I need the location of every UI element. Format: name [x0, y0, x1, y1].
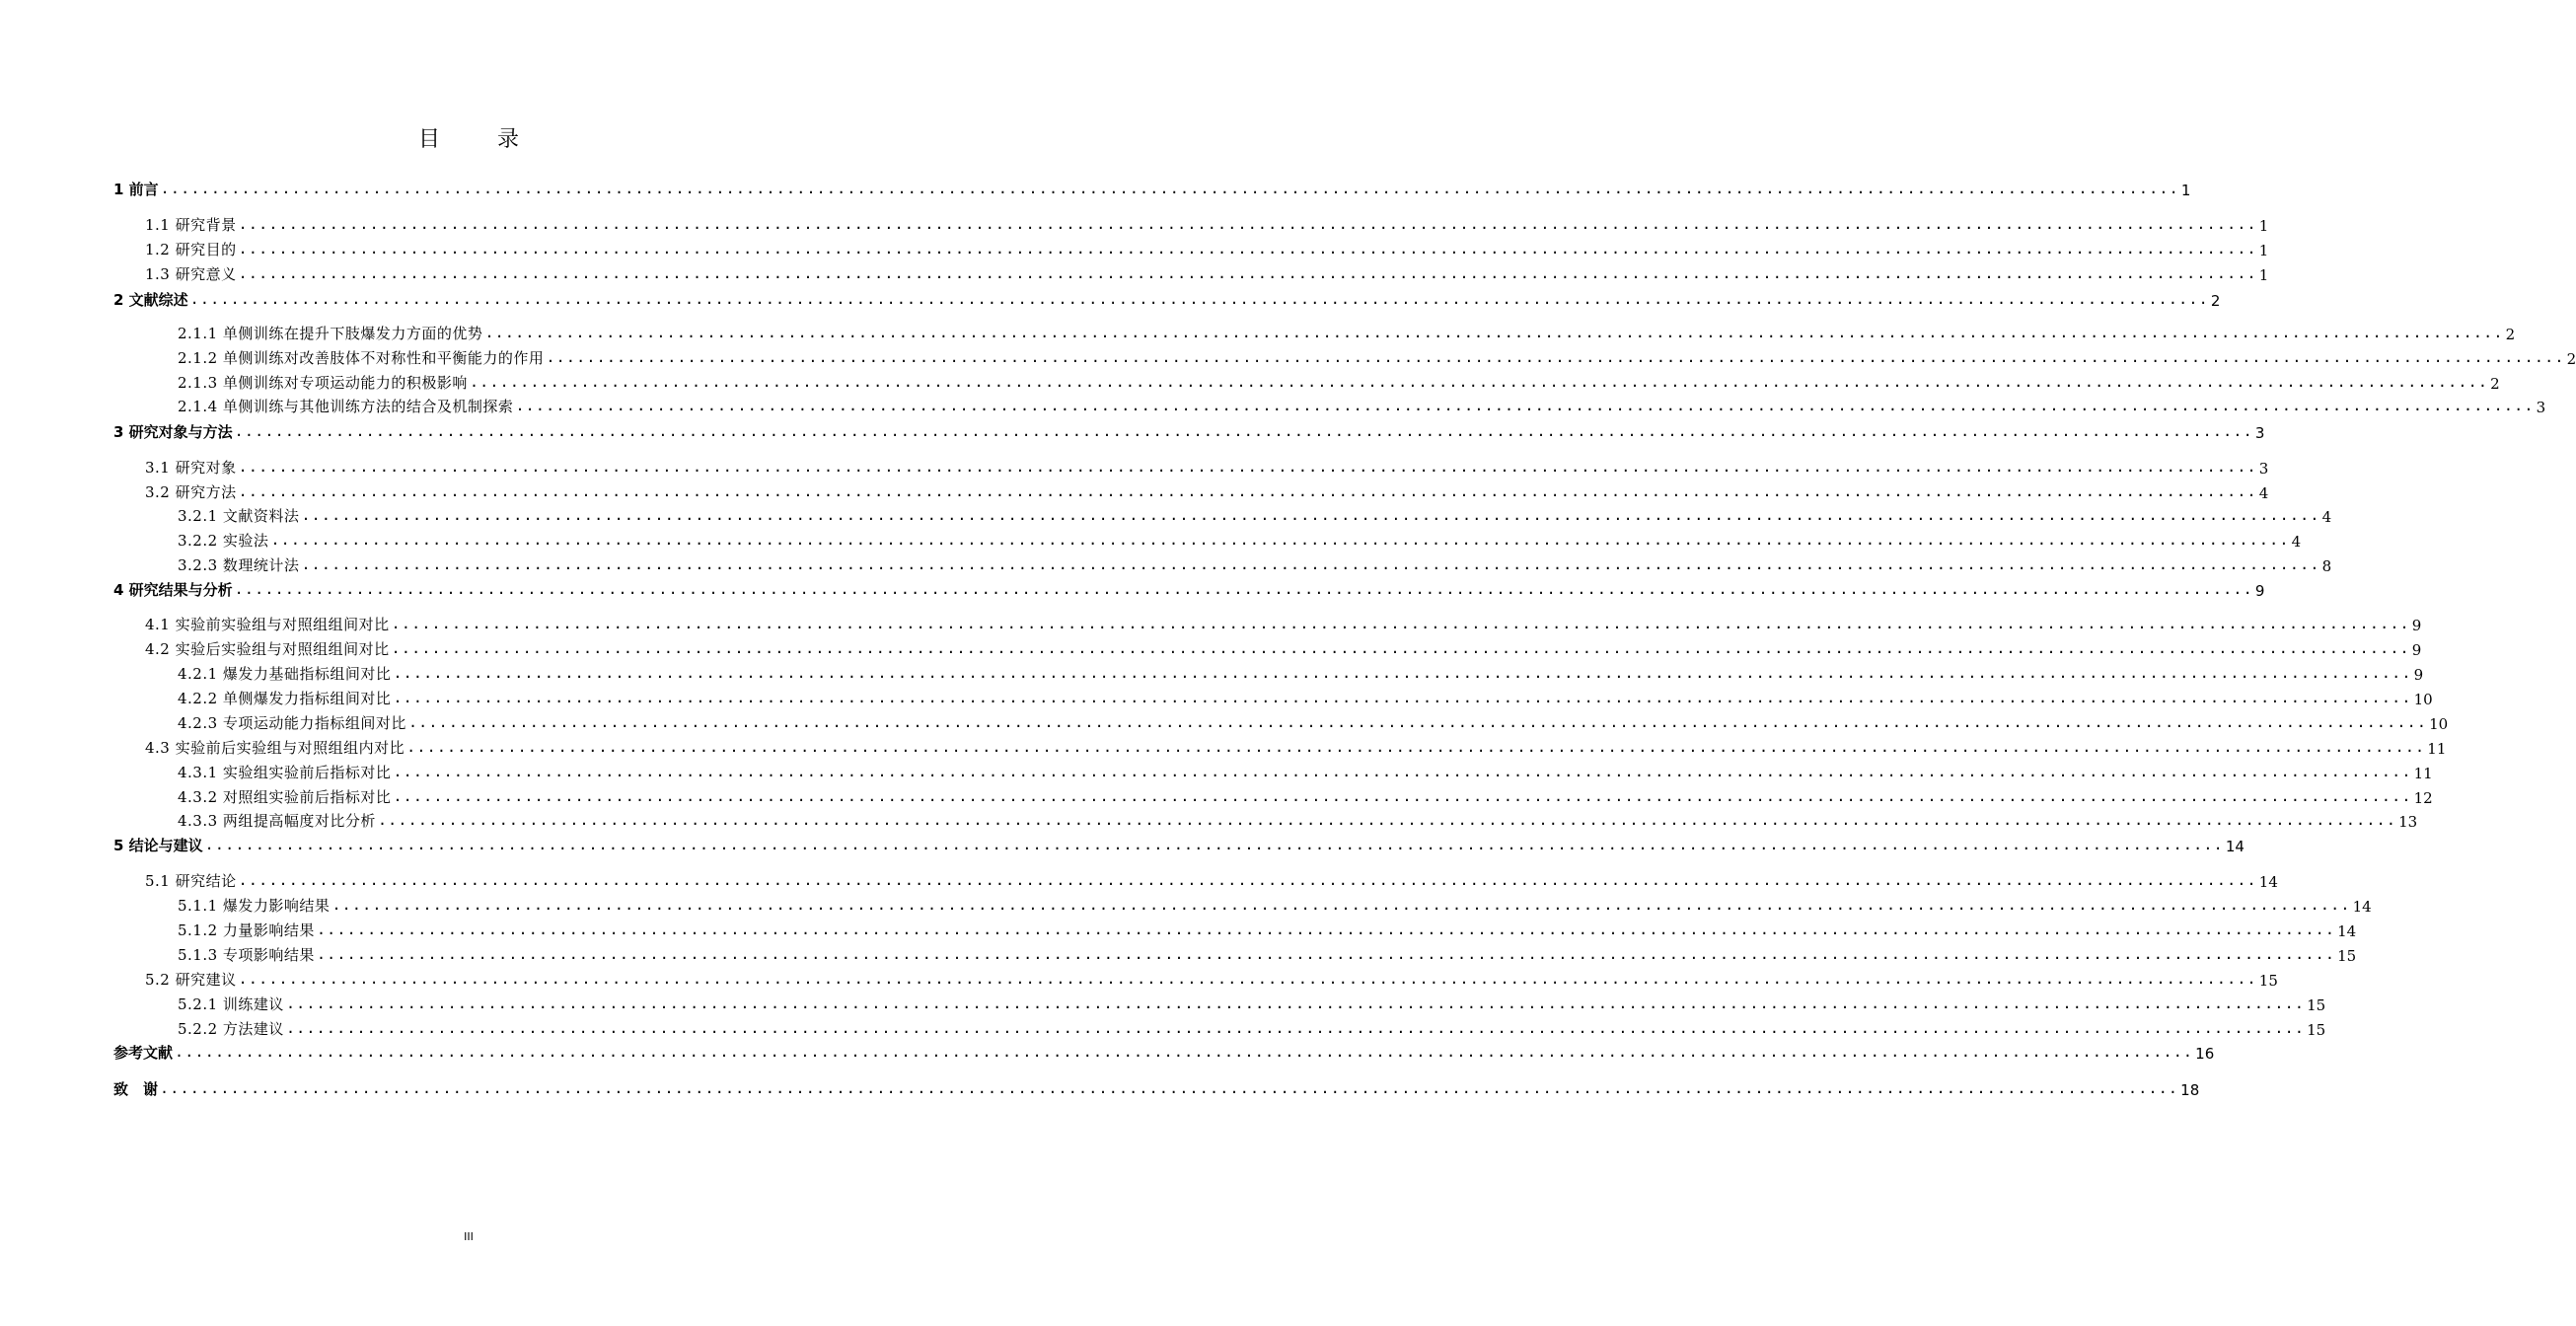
dot-leader: ........................................................................................................................................................................................................ [484, 324, 2504, 341]
dot-leader: ........................................................................................................................................................................................................ [285, 994, 2306, 1012]
toc-label: 5.1.1 爆发力影响结果 [178, 897, 331, 915]
dot-leader: ........................................................................................................................................................................................................ [175, 1043, 2194, 1061]
dot-leader: ........................................................................................................................................................................................................ [189, 290, 2209, 308]
toc-entry[interactable] [178, 687, 2433, 708]
toc-label: 3 研究对象与方法 [113, 423, 233, 441]
toc-label: 4 研究结果与分析 [113, 581, 233, 599]
dot-leader: ........................................................................................................................................................................................................ [393, 787, 2412, 805]
toc-page-number: 9 [2413, 666, 2424, 684]
toc-page-number: 9 [2254, 582, 2265, 600]
toc-page-number: 14 [2337, 922, 2357, 940]
dot-leader: ........................................................................................................................................................................................................ [238, 482, 2257, 500]
dot-leader: ........................................................................................................................................................................................................ [285, 1019, 2306, 1037]
toc-entry[interactable] [145, 213, 2269, 235]
toc-label: 4.2 实验后实验组与对照组组间对比 [145, 640, 390, 658]
toc-entry[interactable] [145, 869, 2278, 891]
toc-page-number: 1 [2258, 242, 2269, 259]
toc-label: 3.2 研究方法 [145, 483, 237, 501]
toc-label: 4.3 实验前后实验组与对照组组内对比 [145, 739, 405, 757]
toc-entry[interactable] [178, 346, 2576, 368]
toc-label: 1.3 研究意义 [145, 265, 237, 283]
toc-page-number: 3 [2254, 424, 2265, 442]
toc-page-number: 3 [2536, 399, 2546, 416]
toc-label: 4.3.3 两组提高幅度对比分析 [178, 812, 376, 830]
dot-leader: ........................................................................................................................................................................................................ [515, 397, 2535, 414]
toc-page-number: 2 [2505, 326, 2516, 343]
toc-label: 5.2.1 训练建议 [178, 995, 284, 1013]
toc-page-number: 13 [2398, 813, 2418, 831]
toc-label: 5.2 研究建议 [145, 971, 237, 989]
toc-entry[interactable] [178, 553, 2332, 575]
toc-page-number: 15 [2258, 972, 2278, 990]
dot-leader: ........................................................................................................................................................................................................ [238, 871, 2257, 889]
toc-entry[interactable] [178, 809, 2418, 831]
toc-page-number: 11 [2427, 740, 2447, 758]
toc-label: 4.2.1 爆发力基础指标组间对比 [178, 665, 392, 683]
toc-page-number: 9 [2411, 617, 2422, 634]
toc-page-number: 10 [2429, 715, 2449, 733]
toc-entry[interactable] [178, 1017, 2326, 1039]
toc-entry[interactable] [113, 1077, 2200, 1099]
toc-label: 5.1 研究结论 [145, 872, 237, 890]
toc-label: 1.2 研究目的 [145, 241, 237, 258]
toc-entry[interactable] [178, 662, 2424, 684]
toc-label: 参考文献 [113, 1044, 174, 1062]
dot-leader: ........................................................................................................................................................................................................ [393, 689, 2412, 706]
dot-leader: ........................................................................................................................................................................................................ [469, 373, 2489, 391]
toc-page-number: 15 [2307, 996, 2326, 1014]
toc-page-number: 14 [2225, 838, 2245, 855]
toc-label: 5.1.3 专项影响结果 [178, 946, 315, 964]
page-number-footer: III [464, 1230, 474, 1243]
toc-label: 4.3.1 实验组实验前后指标对比 [178, 764, 392, 781]
toc-page-number: 18 [2180, 1081, 2200, 1099]
toc-label: 3.2.1 文献资料法 [178, 507, 300, 525]
toc-page-number: 15 [2307, 1021, 2326, 1039]
toc-label: 4.3.2 对照组实验前后指标对比 [178, 788, 392, 806]
toc-page-number: 3 [2258, 460, 2269, 478]
dot-leader: ........................................................................................................................................................................................................ [160, 1079, 2179, 1097]
toc-label: 2.1.1 单侧训练在提升下肢爆发力方面的优势 [178, 325, 483, 342]
toc-page-number: 4 [2321, 508, 2332, 526]
page-title: 目 录 [417, 127, 537, 152]
toc-page-number: 16 [2195, 1045, 2215, 1063]
toc-entry[interactable] [178, 761, 2433, 782]
dot-leader: ........................................................................................................................................................................................................ [391, 615, 2410, 632]
toc-page-number: 2 [2566, 350, 2576, 368]
dot-leader: ........................................................................................................................................................................................................ [301, 506, 2320, 524]
dot-leader: ........................................................................................................................................................................................................ [331, 896, 2351, 914]
toc-page-number: 4 [2291, 533, 2302, 551]
dot-leader: ........................................................................................................................................................................................................ [238, 215, 2257, 233]
toc-entry[interactable] [145, 736, 2447, 758]
dot-leader: ........................................................................................................................................................................................................ [238, 458, 2257, 476]
toc-page-number: 8 [2321, 557, 2332, 575]
toc-page-number: 1 [2258, 266, 2269, 284]
toc-entry[interactable] [145, 238, 2269, 259]
toc-label: 5.1.2 力量影响结果 [178, 921, 315, 939]
toc-entry[interactable] [178, 894, 2372, 916]
toc-page-number: 2 [2210, 292, 2221, 310]
toc-page-number: 1 [2180, 182, 2191, 199]
toc-entry[interactable] [145, 968, 2278, 990]
dot-leader: ........................................................................................................................................................................................................ [238, 240, 2257, 258]
toc-label: 3.2.2 实验法 [178, 532, 269, 550]
toc-label: 1 前言 [113, 181, 159, 198]
toc-label: 2.1.4 单侧训练与其他训练方法的结合及机制探索 [178, 398, 514, 415]
dot-leader: ........................................................................................................................................................................................................ [160, 180, 2179, 197]
dot-leader: ........................................................................................................................................................................................................ [204, 836, 2224, 853]
toc-entry[interactable] [145, 613, 2422, 634]
toc-entry[interactable] [178, 529, 2302, 551]
toc-page-number: 12 [2413, 789, 2433, 807]
dot-leader: ........................................................................................................................................................................................................ [234, 422, 2253, 440]
toc-label: 2.1.3 单侧训练对专项运动能力的积极影响 [178, 374, 468, 392]
toc-entry[interactable] [113, 178, 2191, 199]
toc-entry[interactable] [178, 993, 2326, 1014]
dot-leader: ........................................................................................................................................................................................................ [301, 555, 2320, 573]
dot-leader: ........................................................................................................................................................................................................ [406, 738, 2426, 756]
toc-entry[interactable] [113, 578, 2265, 600]
toc-page-number: 11 [2413, 765, 2433, 782]
toc-label: 1.1 研究背景 [145, 216, 237, 234]
toc-entry[interactable] [178, 322, 2516, 343]
toc-entry[interactable] [145, 456, 2269, 478]
toc-page-number: 1 [2258, 217, 2269, 235]
toc-entry[interactable] [178, 395, 2546, 416]
toc-page-number: 9 [2411, 641, 2422, 659]
toc-label: 4.2.2 单侧爆发力指标组间对比 [178, 690, 392, 707]
dot-leader: ........................................................................................................................................................................................................ [316, 945, 2336, 963]
dot-leader: ........................................................................................................................................................................................................ [238, 264, 2257, 282]
toc-page-number: 2 [2490, 375, 2500, 393]
toc-page-number: 14 [2352, 898, 2372, 916]
toc-entry[interactable] [178, 371, 2500, 393]
toc-label: 3.2.3 数理统计法 [178, 556, 300, 574]
toc-entry[interactable] [178, 943, 2357, 965]
toc-entry[interactable] [113, 420, 2265, 442]
toc-label: 5.2.2 方法建议 [178, 1020, 284, 1038]
dot-leader: ........................................................................................................................................................................................................ [377, 811, 2397, 829]
toc-page-number: 15 [2337, 947, 2357, 965]
dot-leader: ........................................................................................................................................................................................................ [238, 970, 2257, 988]
dot-leader: ........................................................................................................................................................................................................ [393, 664, 2412, 682]
toc-page-number: 10 [2413, 691, 2433, 708]
toc-entry[interactable] [113, 1041, 2215, 1063]
toc-label: 4.1 实验前实验组与对照组组间对比 [145, 616, 390, 633]
toc-entry[interactable] [178, 785, 2433, 807]
toc-entry[interactable] [145, 262, 2269, 284]
toc-label: 2 文献综述 [113, 291, 188, 309]
dot-leader: ........................................................................................................................................................................................................ [407, 713, 2428, 731]
dot-leader: ........................................................................................................................................................................................................ [391, 639, 2410, 657]
toc-label: 5 结论与建议 [113, 837, 203, 854]
dot-leader: ........................................................................................................................................................................................................ [546, 348, 2565, 366]
toc-entry[interactable] [113, 288, 2221, 310]
dot-leader: ........................................................................................................................................................................................................ [393, 763, 2412, 780]
toc-entry[interactable] [178, 919, 2357, 940]
dot-leader: ........................................................................................................................................................................................................ [316, 921, 2336, 938]
toc-label: 致 谢 [113, 1080, 159, 1098]
toc-page-number: 4 [2258, 484, 2269, 502]
toc-label: 3.1 研究对象 [145, 459, 237, 477]
toc-label: 4.2.3 专项运动能力指标组间对比 [178, 714, 406, 732]
toc-label: 2.1.2 单侧训练对改善肢体不对称性和平衡能力的作用 [178, 349, 545, 367]
toc-entry[interactable] [113, 834, 2245, 855]
toc-page-number: 14 [2258, 873, 2278, 891]
toc-entry[interactable] [145, 637, 2422, 659]
toc-entry[interactable] [178, 711, 2449, 733]
dot-leader: ........................................................................................................................................................................................................ [234, 580, 2253, 598]
toc-entry[interactable] [145, 480, 2269, 502]
toc-entry[interactable] [178, 504, 2332, 526]
dot-leader: ........................................................................................................................................................................................................ [270, 531, 2290, 549]
